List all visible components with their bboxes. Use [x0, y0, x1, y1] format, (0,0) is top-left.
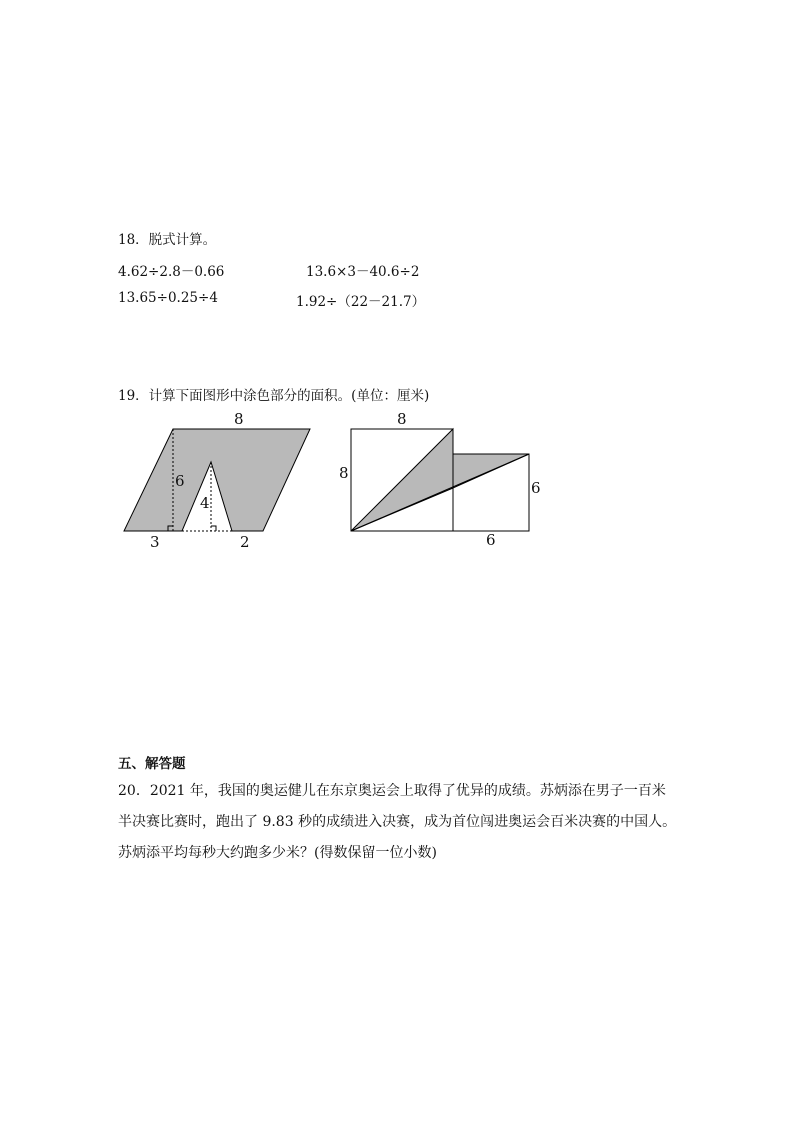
label-rect-right-6: 6	[531, 479, 541, 497]
figure-parallelogram	[124, 410, 310, 551]
label-top-8: 8	[234, 410, 244, 428]
label-base-2: 2	[240, 533, 250, 551]
right-angle-mark-2	[211, 526, 216, 531]
q19-title: 19．计算下面图形中涂色部分的面积。(单位：厘米)	[118, 388, 430, 404]
label-rect-bottom-6: 6	[486, 531, 496, 549]
q20-text: 20．2021 年，我国的奥运健儿在东京奥运会上取得了优异的成绩。苏炳添在男子一百米半决赛比赛时，跑出了 9.83 秒的成绩进入决赛，成为首位闯进奥运会百米决赛的中国人。苏炳添平均每秒大约跑多少米？(得数保留一位小数)	[118, 783, 677, 861]
q18-expression-2: 13.6×3－40.6÷2	[306, 264, 420, 280]
shaded-region-1	[124, 429, 310, 531]
q18-title: 18．脱式计算。	[118, 232, 217, 248]
figure-square-rectangle	[339, 410, 541, 549]
label-base-3: 3	[150, 533, 160, 551]
shaded-triangle-upper	[351, 429, 453, 531]
label-square-left-8: 8	[339, 464, 349, 482]
section-5-title: 五、解答题	[118, 756, 186, 772]
q18-expression-1: 4.62÷2.8－0.66	[118, 264, 225, 280]
label-inner-height-4: 4	[200, 494, 210, 512]
q18-expression-4: 1.92÷（22－21.7）	[296, 294, 426, 310]
label-square-top-8: 8	[397, 410, 407, 428]
label-height-6: 6	[175, 472, 185, 490]
q18-expression-3: 13.65÷0.25÷4	[118, 290, 218, 306]
